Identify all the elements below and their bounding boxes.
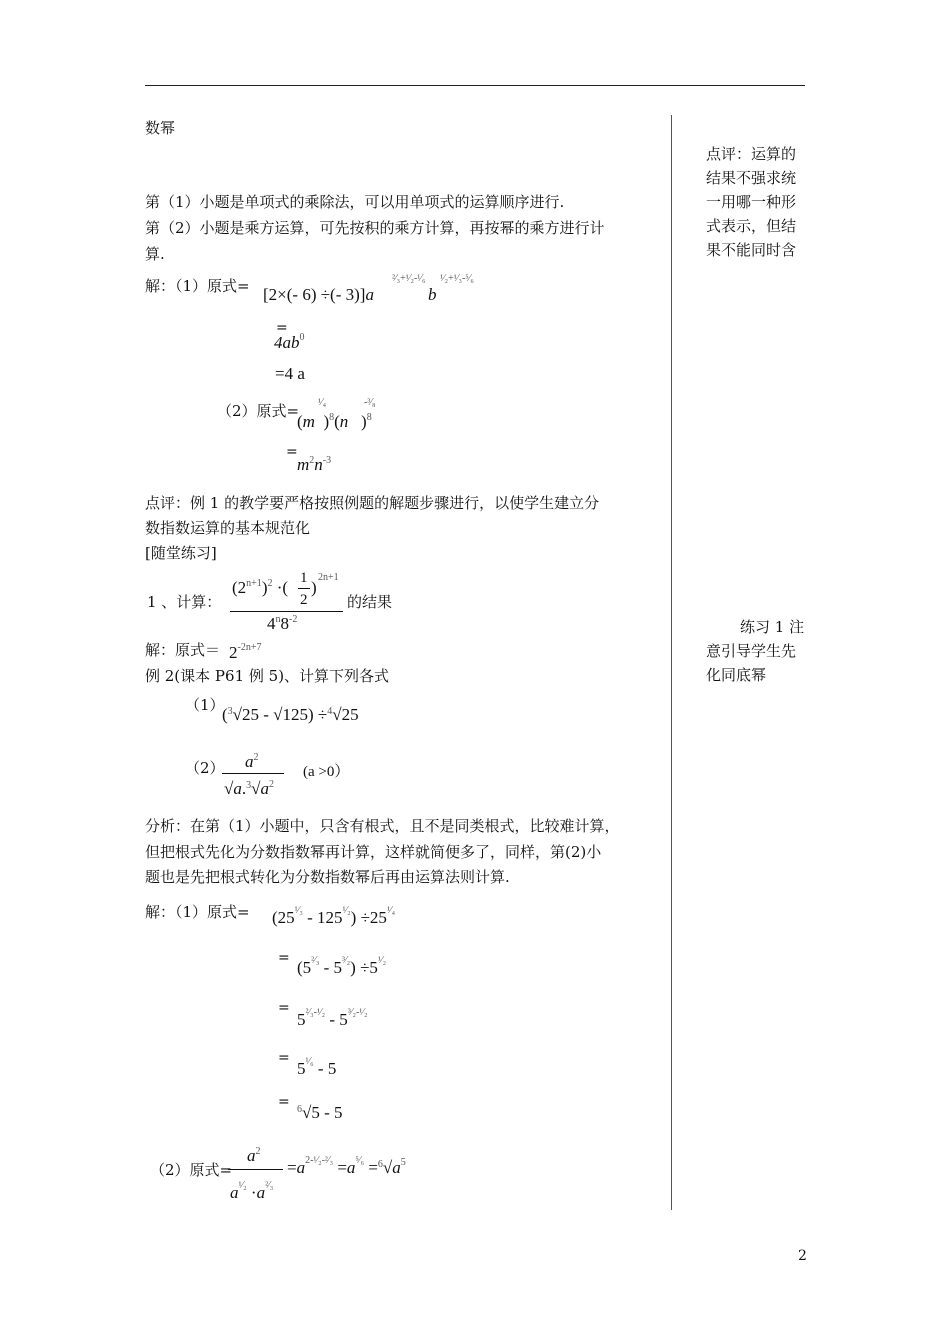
solution-1-step3: =4 a xyxy=(275,364,305,383)
half-denominator: 2 xyxy=(300,592,308,608)
half-fraction-bar xyxy=(298,588,310,589)
note-line: 意引导学生先 xyxy=(706,642,797,660)
header-rule xyxy=(145,85,805,86)
exercise-1-answer: $2^{-2n+7}$ xyxy=(229,642,262,662)
solution-1-bracket: [2×(- 6) ÷(- 3)] xyxy=(263,285,366,304)
exponent-n: -³⁄₈ xyxy=(364,397,376,408)
equals-sign: = xyxy=(278,1094,290,1110)
exponent-m: ¹⁄₄ xyxy=(318,397,327,408)
solution-4-fraction-bar xyxy=(228,1169,283,1170)
analysis-line-a: 分析：在第（1）小题中，只含有根式，且不是同类根式，比较难计算， xyxy=(145,817,620,835)
exercise-1-denominator: $4^n8^{-2}$ xyxy=(267,614,298,633)
note-line: 式表示，但结 xyxy=(706,217,797,235)
example-2-title: 例 2(课本 P61 例 5)、计算下列各式 xyxy=(145,667,390,685)
comment-line-b: 数指数运算的基本规范化 xyxy=(145,519,311,537)
solution-1-step2: $4ab^0$ xyxy=(274,332,305,352)
sidebar-note-2 xyxy=(706,615,816,687)
comment-line-a: 点评：例 1 的教学要严格按照例题的解题步骤进行，以使学生建立分 xyxy=(145,494,600,512)
solution-2-expression: (m )$^8$(n )$^8$ xyxy=(297,412,372,431)
solution-3-expression: $(25^{^1⁄_3} - 125^{^1⁄_2}) \div 25^{^1⁄_4}$ xyxy=(272,905,396,927)
equals-sign: = xyxy=(278,1000,290,1016)
solution-4-result: $=a^{2-^1⁄_2-^2⁄_3} =a^{^5⁄_6} =^6√a^5$ xyxy=(287,1155,406,1177)
example-2-item-1: （1） xyxy=(185,696,225,714)
margin-divider xyxy=(671,115,672,1210)
note-line: 练习 1 注 xyxy=(740,618,805,636)
solution-3-step3: $5^{^2⁄_3-^1⁄_2} - 5^{^3⁄_2-^1⁄_2}$ xyxy=(297,1007,368,1029)
solution-4-denominator: $a^{^1⁄_2} \cdot a^{^2⁄_3}$ xyxy=(230,1180,274,1202)
exponent-a: ²⁄₃+¹⁄₂-¹⁄₆ xyxy=(392,273,426,284)
exercise-1-label: 1 、计算： xyxy=(147,593,222,611)
half-numerator: 1 xyxy=(300,570,308,586)
page-number: 2 xyxy=(798,1248,807,1264)
equals-sign: = xyxy=(286,444,298,460)
sidebar-note-1 xyxy=(706,142,816,262)
solution-3-step5: $^6$√5 - 5 xyxy=(297,1103,343,1122)
example-2-item-2: （2） xyxy=(185,759,225,777)
solution-2-label: （2）原式= xyxy=(217,402,300,420)
example-2-condition: (a >0） xyxy=(303,764,350,780)
example-2-numerator: $a^2$ xyxy=(245,752,259,771)
exponent-2n1: 2n+1 xyxy=(318,572,339,583)
solution-3-label: 解：（1）原式= xyxy=(145,903,250,921)
solution-4-label: （2）原式= xyxy=(150,1161,233,1179)
exercise-1-suffix: 的结果 xyxy=(347,593,393,611)
close-paren: ) xyxy=(311,578,317,597)
analysis-line-c: 题也是先把根式转化为分数指数幂后再由运算法则计算. xyxy=(145,868,510,886)
paragraph-2a: 第（2）小题是乘方运算，可先按积的乘方计算，再按幂的乘方进行计 xyxy=(145,219,605,237)
exercise-1-numerator: $(2^{n+1})^2$ ·( xyxy=(232,578,289,597)
equals-sign: = xyxy=(278,1050,290,1066)
note-line: 一用哪一种形 xyxy=(706,193,797,211)
solution-3-step2: $(5^{^2⁄_3} - 5^{^3⁄_2}) \div 5^{^1⁄_2}$ xyxy=(297,955,387,977)
example-2-fraction-bar xyxy=(222,773,284,774)
exercise-1-fraction-bar xyxy=(230,611,343,612)
example-2-denominator: $√a.^3√a^2$ xyxy=(224,779,274,798)
solution-1-label: 解：（1）原式= xyxy=(145,277,250,295)
equals-sign: = xyxy=(278,950,290,966)
exponent-b: ¹⁄₂+¹⁄₃-⁵⁄₆ xyxy=(440,273,474,284)
solution-1-expression: [2×(- 6) ÷(- 3)]a xyxy=(263,285,374,304)
solution-2-result: $m^2n^{-3}$ xyxy=(297,455,332,474)
note-line: 化同底幂 xyxy=(706,666,767,684)
solution-1-b: b xyxy=(428,285,437,304)
note-line: 果不能同时含 xyxy=(706,241,797,259)
paragraph-1: 第（1）小题是单项式的乘除法，可以用单项式的运算顺序进行. xyxy=(145,193,565,211)
practice-title: [随堂练习] xyxy=(145,544,217,562)
exercise-1-answer-label: 解：原式＝ xyxy=(145,641,221,659)
equals-sign: = xyxy=(276,320,288,336)
heading-fragment: 数幂 xyxy=(145,119,176,137)
solution-4-numerator: $a^2$ xyxy=(247,1146,261,1165)
example-2-expression-1: ($^3$√25 - √125) ÷$^4$√25 xyxy=(222,705,359,724)
solution-3-step4: $5^{^1⁄_6} - 5$ xyxy=(297,1056,337,1078)
paragraph-2b: 算. xyxy=(145,245,165,263)
note-line: 点评：运算的 xyxy=(706,145,797,163)
analysis-line-b: 但把根式先化为分数指数幂再计算，这样就简便多了，同样，第(2)小 xyxy=(145,843,602,861)
note-line: 结果不强求统 xyxy=(706,169,797,187)
